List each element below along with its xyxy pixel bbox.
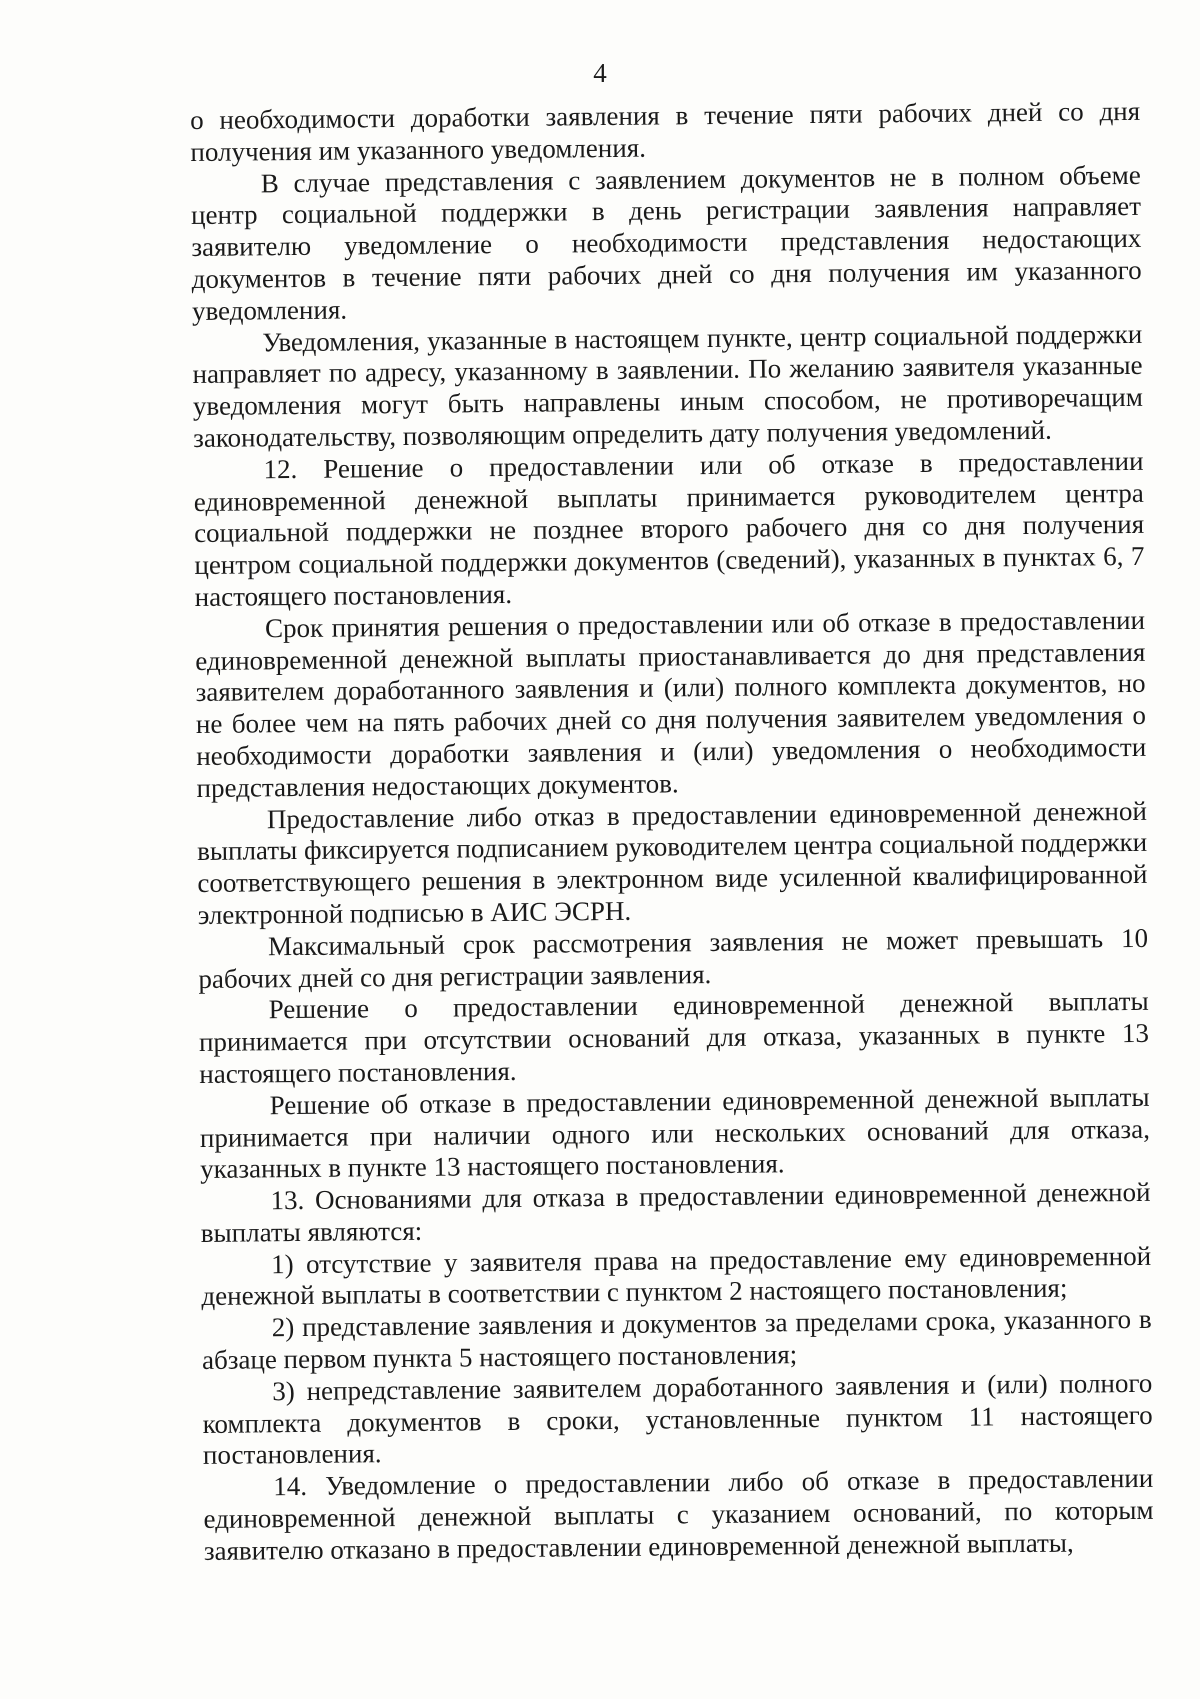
paragraph-item-14: 14. Уведомление о предоставлении либо об отказе в предоставлении единовременной денежной выплаты с указанием оснований, по которым заявителю отказано в предоставлении единовременной денежной выплаты, [203,1463,1154,1566]
paragraph-item-13: 13. Основаниями для отказа в предоставлении единовременной денежной выплаты являются: [200,1176,1151,1248]
paragraph-grant-decision: Решение о предоставлении единовременной денежной выплаты принимается при отсутствии оснований для отказа, указанных в пункте 13 настоящего постановления. [198,986,1150,1089]
paragraph-decision-term: Срок принятия решения о предоставлении или об отказе в предоставлении единовременной денежной выплаты приостанавливается до дня представления заявителем доработанного заявления и (или) полного комплекта документов, но не более чем на пять рабочих дней со дня получения заявителем уведомления о необходимости доработки заявления и (или) уведомления о необходимости представления недостающих документов. [195,604,1147,803]
paragraph-item-13-2: 2) представление заявления и документов за пределами срока, указанного в абзаце первом пункта 5 настоящего постановления; [201,1304,1152,1376]
paragraph-refusal-decision: Решение об отказе в предоставлении единовременной денежной выплаты принимается при наличии одного или нескольких оснований для отказа, указанных в пункте 13 настоящего постановления. [199,1081,1151,1185]
paragraph-notifications: Уведомления, указанные в настоящем пункте, центр социальной поддержки направляет по адресу, указанному в заявлении. По желанию заявителя указанные уведомления могут быть направлены иным способом, не противоречащим законодательству, позволяющим определить дату получения уведомлений. [192,318,1143,453]
paragraph-continuation: о необходимости доработки заявления в течение пяти рабочих дней со дня получения им указанного уведомления. [190,95,1141,167]
paragraph-decision-fixation: Предоставление либо отказ в предоставлении единовременной денежной выплаты фиксируется подписанием руководителем центра социальной поддержки соответствующего решения в электронном виде усиленной квалифицированной электронной подписью в АИС ЭСРН. [197,795,1148,930]
paragraph-item-13-1: 1) отсутствие у заявителя права на предоставление ему единовременной денежной выплаты в соответствии с пунктом 2 настоящего постановления; [201,1240,1152,1312]
paragraph-incomplete-documents: В случае представления с заявлением документов не в полном объеме центр социальной поддержки в день регистрации заявления направляет заявителю уведомление о необходимости представления недостающих документов в течение пяти рабочих дней со дня получения им указанного уведомления. [190,159,1142,326]
paragraph-max-term: Максимальный срок рассмотрения заявления не может превышать 10 рабочих дней со дня регистрации заявления. [198,922,1149,994]
paragraph-item-12: 12. Решение о предоставлении или об отказе в предоставлении единовременной денежной выплаты принимается руководителем центра социальной поддержки не позднее второго рабочего дня со дня получения центром социальной поддержки документов (сведений), указанных в пунктах 6, 7 настоящего постановления. [193,445,1145,612]
document-body [190,96,1154,1568]
paragraph-item-13-3: 3) непредставление заявителем доработанного заявления и (или) полного комплекта документов в сроки, установленные пунктом 11 настоящего постановления. [202,1367,1153,1471]
page-number: 4 [593,58,607,88]
